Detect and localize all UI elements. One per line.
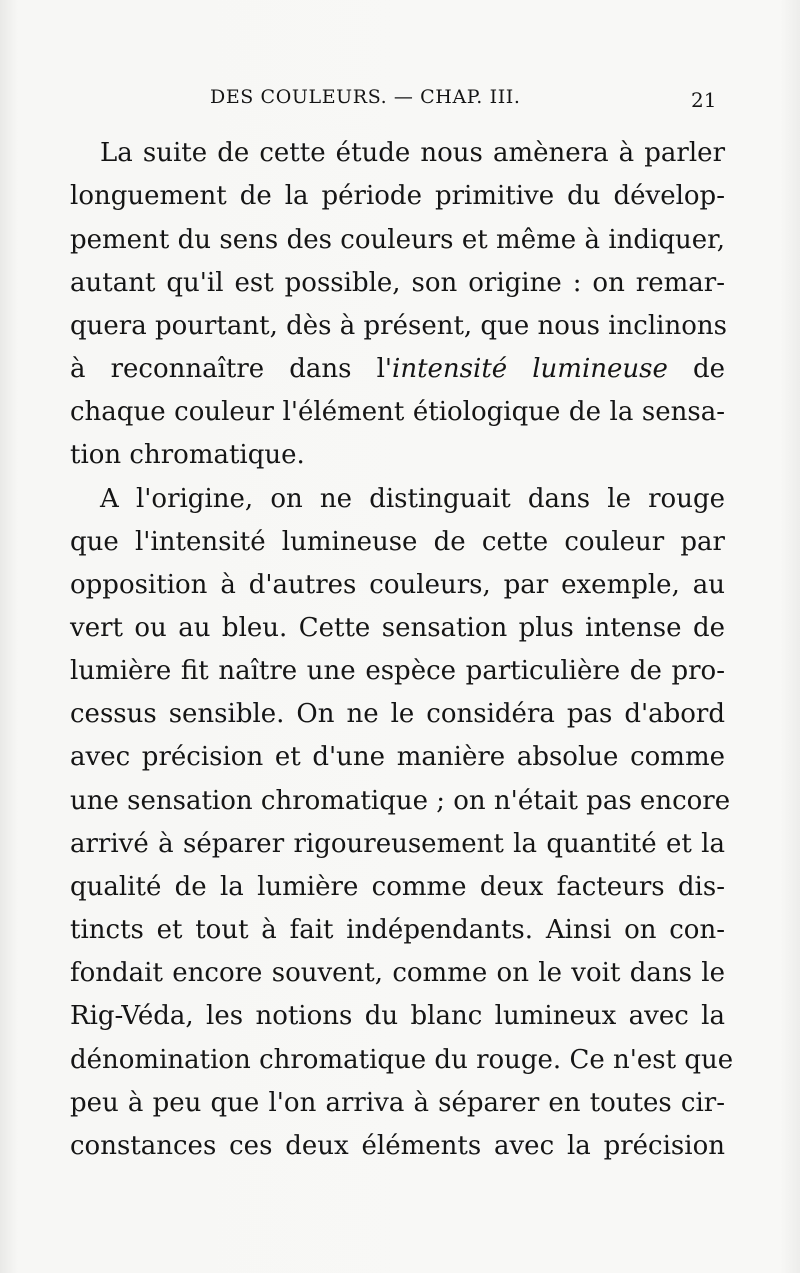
text-segment: à reconnaître dans l' — [70, 354, 393, 384]
text-line: lumière fit naître une espèce particulière de pro- — [70, 656, 725, 686]
text-line-with-italic — [70, 353, 725, 385]
text-line: une sensation chromatique ; on n'était pas encore — [70, 786, 731, 816]
text-line: tincts et tout à fait indépendants. Ainsi on con- — [70, 915, 725, 945]
italic-term: intensité lumineuse — [392, 354, 668, 384]
running-head: DES COULEURS. — CHAP. III. — [210, 86, 521, 108]
text-line: dénomination chromatique du rouge. Ce n'est que — [70, 1045, 734, 1075]
text-line: constances ces deux éléments avec la précision — [70, 1131, 725, 1161]
text-line: peu à peu que l'on arriva à séparer en toutes cir- — [70, 1088, 725, 1118]
text-line: que l'intensité lumineuse de cette couleur par — [70, 527, 725, 557]
text-line: avec précision et d'une manière absolue comme — [70, 742, 725, 772]
text-line: cessus sensible. On ne le considéra pas d'abord — [70, 699, 725, 729]
text-line: Rig-Véda, les notions du blanc lumineux avec la — [70, 1001, 725, 1031]
text-line: La suite de cette étude nous amènera à parler — [100, 138, 725, 168]
text-segment: de — [667, 354, 725, 384]
text-line: vert ou au bleu. Cette sensation plus intense de — [70, 613, 725, 643]
text-line: fondait encore souvent, comme on le voit dans le — [70, 958, 725, 988]
text-line: opposition à d'autres couleurs, par exemple, au — [70, 570, 725, 600]
text-line: A l'origine, on ne distinguait dans le rouge — [100, 484, 725, 514]
text-line: chaque couleur l'élément étiologique de la sensa- — [70, 397, 725, 427]
text-line: autant qu'il est possible, son origine : on remar- — [70, 268, 725, 298]
text-line: arrivé à séparer rigoureusement la quantité et la — [70, 829, 725, 859]
page-number: 21 — [691, 88, 717, 112]
text-line: longuement de la période primitive du dévelop- — [70, 181, 725, 211]
text-line: quera pourtant, dès à présent, que nous inclinons — [70, 311, 727, 341]
paragraph-end-line: tion chromatique. — [70, 440, 305, 470]
text-line: qualité de la lumière comme deux facteurs dis- — [70, 872, 725, 902]
text-line: pement du sens des couleurs et même à indiquer, — [70, 225, 725, 255]
